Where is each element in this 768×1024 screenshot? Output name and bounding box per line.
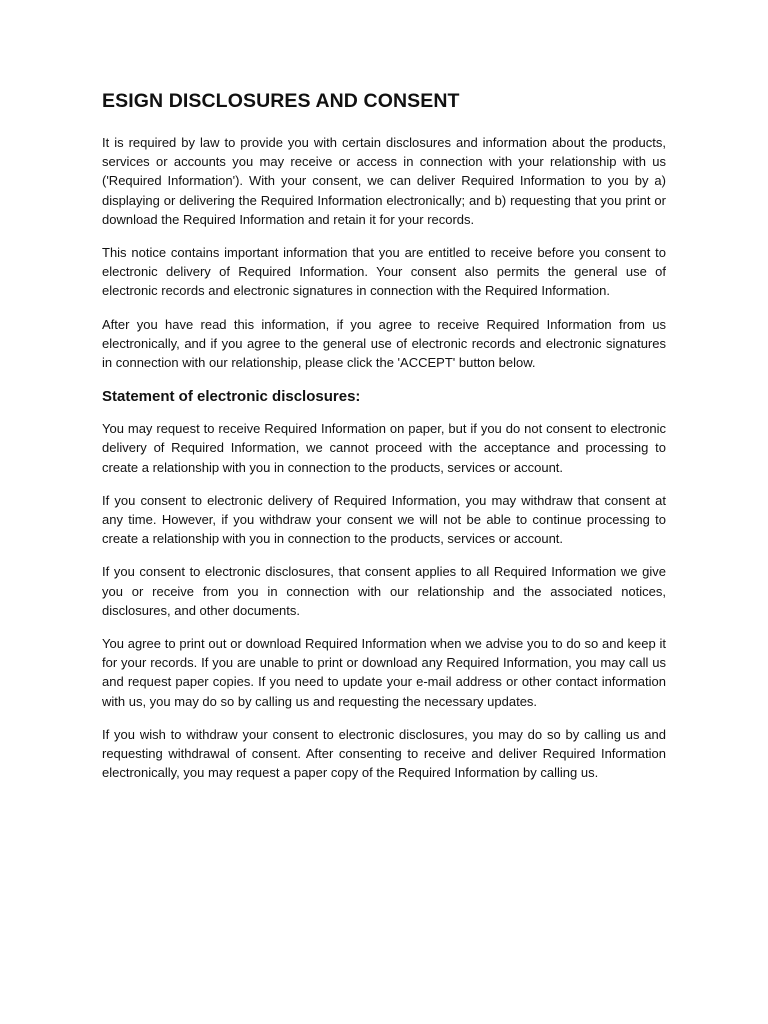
section-heading: Statement of electronic disclosures: xyxy=(102,388,361,406)
intro-paragraph: This notice contains important information that you are entitled to receive before you consent to electronic delivery of Required Information. Your consent also permits the general use of electronic records and electronic signatures in connection with the Required Information. xyxy=(102,245,666,299)
section-paragraph: If you wish to withdraw your consent to electronic disclosures, you may do so by calling us and requesting withdrawal of consent. After consenting to receive and deliver Required Information electronically, you may request a paper copy of the Required Information by calling us. xyxy=(102,726,666,781)
intro-paragraph: After you have read this information, if you agree to receive Required Information from us electronically, and if you agree to the general use of electronic records and electronic signatures in connection with our relationship, please click the 'ACCEPT' button below. xyxy=(102,316,666,371)
section-paragraph: If you consent to electronic disclosures, that consent applies to all Required Information we give you or receive from you in connection with our relationship and the associated notices, disclosures, and other documents. xyxy=(102,564,666,618)
document-title: ESIGN DISCLOSURES AND CONSENT xyxy=(102,90,460,112)
intro-paragraph: It is required by law to provide you with certain disclosures and information about the products, services or accounts you may receive or access in connection with your relationship with us ('Required Information'). With your consent, we can deliver Required Information to you by a) displaying or delivering the Required Information electronically; and b) requesting that you print or download the Required Information and retain it for your records. xyxy=(102,135,666,227)
section-paragraph: If you consent to electronic delivery of Required Information, you may withdraw that consent at any time. However, if you withdraw your consent we will not be able to continue processing to create a relationship with you in connection to the products, services or account. xyxy=(102,492,666,547)
document-page xyxy=(102,88,666,796)
section-paragraph: You agree to print out or download Required Information when we advise you to do so and keep it for your records. If you are unable to print or download any Required Information, you may call us and request paper copies. If you need to update your e-mail address or other contact information with us, you may do so by calling us and requesting the necessary updates. xyxy=(102,636,666,709)
section-paragraph: You may request to receive Required Information on paper, but if you do not consent to electronic delivery of Required Information, we cannot proceed with the acceptance and processing to create a relationship with you in connection to the products, services or account. xyxy=(102,421,666,475)
